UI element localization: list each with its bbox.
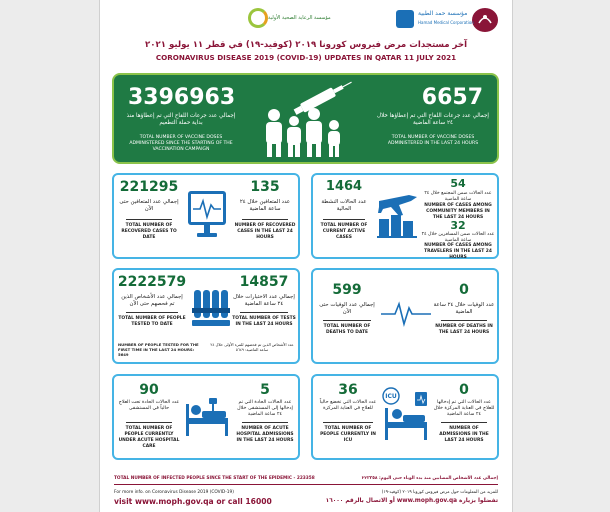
community-cases-label: NUMBER OF CASES AMONG COMMUNITY MEMBERS IN THE LAST 24 HOURS [424, 203, 492, 220]
icu-current-value: 36 [338, 382, 358, 398]
hmc-logo-text-ar: مؤسسة حمد الطبية [418, 10, 468, 17]
hospital-admissions-label-ar: عدد الحالات الحادة التي تم إدخالها إلى المستشفى خلال ٢٤ ساعة الماضية [237, 400, 293, 417]
total-vaccine-doses-value: 3396963 [128, 85, 236, 110]
daily-recovered-value: 135 [250, 179, 280, 195]
contact-link-ar[interactable]: تفضلوا بزيارة www.moph.gov.qa أو الاتصال بالرقم ١٦٠٠٠ [325, 498, 498, 504]
divider [126, 422, 172, 423]
total-tested-label-ar: إجمالي عدد الأشخاص الذين تم فحصهم حتى الآن [121, 294, 183, 307]
footer [100, 462, 512, 512]
infographic-page [99, 0, 513, 512]
page-title-ar: آخر مستجدات مرض فيروس كورونا ٢٠١٩ (كوفيد-١٩) في قطر ١١ يوليو ٢٠٢١ [144, 40, 468, 50]
icu-admissions-label-ar: عدد الحالات التي تم إدخالها للعلاج في العناية المركزة خلال ٢٤ ساعة الماضية [433, 400, 495, 417]
page-title: CORONAVIRUS DISEASE 2019 (COVID-19) UPDATES IN QATAR 11 JULY 2021 [155, 53, 457, 62]
total-recovered-label-ar: إجمالي عدد المتعافين حتى الآن [119, 199, 179, 212]
total-deaths-value: 599 [332, 282, 362, 298]
total-vaccine-doses-label: TOTAL NUMBER OF VACCINE DOSES ADMINISTERED SINCE THE STARTING OF THE VACCINATION CAMPAIGN [129, 135, 233, 152]
total-infected-label-ar: إجمالي عدد الأشخاص المصابين منذ بدء الوباء حتى اليوم: ٢٢٣٣٥٨ [361, 476, 498, 481]
first-time-tested-label: NUMBER OF PEOPLE TESTED FOR THE FIRST TIME IN THE LAST 24 HOURS: 5649 [118, 342, 199, 357]
total-vaccine-doses-label-ar: إجمالي عدد جرعات اللقاح التي تم إعطاؤها منذ بداية حملة التطعيم [126, 113, 236, 126]
recovered-card [112, 173, 300, 259]
divider [126, 219, 172, 220]
header [100, 0, 512, 70]
active-cases-label-ar: عدد الحالات النشطة الحالية [321, 199, 367, 212]
divider [240, 312, 288, 313]
tests-card [112, 268, 300, 364]
divider [242, 422, 288, 423]
vaccination-panel [112, 73, 499, 164]
active-cases-card [311, 173, 499, 259]
footer-divider [114, 484, 498, 485]
total-deaths-label-ar: إجمالي عدد الوفيات حتى الآن [319, 302, 375, 315]
active-cases-label: TOTAL NUMBER OF CURRENT ACTIVE CASES [320, 223, 368, 240]
icu-bed-icon [381, 386, 431, 442]
divider [323, 219, 365, 220]
divider [323, 320, 371, 321]
moph-logo-icon [472, 8, 498, 32]
lab-tubes-icon [192, 286, 230, 330]
hospital-current-label-ar: عدد الحالات الحادة تحت العلاج حالياً في المستشفى [118, 400, 180, 411]
divider [441, 320, 487, 321]
hospital-admissions-label: NUMBER OF ACUTE HOSPITAL ADMISSIONS IN THE LAST 24 HOURS [236, 426, 294, 443]
more-info-label: For more info. on Coronavirus Disease 2019 (COVID-19) [114, 490, 234, 495]
hospital-admissions-value: 5 [260, 382, 270, 398]
icu-card [311, 374, 499, 460]
daily-deaths-label: NUMBER OF DEATHS IN THE LAST 24 HOURS [435, 324, 493, 335]
daily-tests-label-ar: إجمالي عدد الاختبارات خلال ٢٤ ساعة الماضية [233, 294, 295, 307]
heart-monitor-icon [184, 189, 230, 241]
hospital-bed-icon [182, 396, 232, 440]
daily-vaccine-doses-label: TOTAL NUMBER OF VACCINE DOSES ADMINISTERED IN THE LAST 24 HOURS [387, 135, 479, 146]
icu-current-label: TOTAL NUMBER OF PEOPLE CURRENTLY IN ICU [320, 426, 376, 443]
first-time-tested-label-ar: عدد الأشخاص الذين تم فحصهم للمرة الأولى خلال ٢٤ ساعة الماضية: ٥٦٤٩ [210, 342, 294, 352]
daily-tests-label: TOTAL NUMBER OF TESTS IN THE LAST 24 HOURS [232, 316, 296, 327]
community-cases-value: 54 [450, 177, 466, 190]
hospital-care-card [112, 374, 300, 460]
daily-deaths-value: 0 [459, 282, 469, 298]
daily-tests-value: 14857 [239, 274, 289, 290]
community-cases-label-ar: عدد الحالات ضمن المجتمع خلال ٢٤ ساعة الماضية [424, 191, 492, 202]
vaccine-family-icon [252, 81, 362, 159]
divider [323, 422, 373, 423]
divider [441, 422, 487, 423]
daily-deaths-label-ar: عدد الوفيات خلال ٢٤ ساعة الماضية [433, 302, 495, 315]
total-deaths-label: TOTAL NUMBER OF DEATHS TO DATE [323, 324, 371, 335]
divider [242, 219, 288, 220]
travelers-cases-label-ar: عدد الحالات ضمن المسافرين خلال ٢٤ ساعة الماضية [421, 232, 495, 243]
deaths-card [311, 268, 499, 364]
active-cases-value: 1464 [325, 179, 363, 194]
daily-vaccine-doses-label-ar: إجمالي عدد جرعات اللقاح التي تم إعطاؤها خلال ٢٤ ساعة الماضية [377, 113, 489, 126]
phcc-logo-text: مؤسسة الرعاية الصحية الأولية [268, 15, 331, 21]
icu-admissions-value: 0 [459, 382, 469, 398]
divider [126, 312, 178, 313]
icu-current-label-ar: عدد الحالات التي تخضع حالياً للعلاج في العناية المركزة [319, 400, 377, 411]
hmc-logo-text-en: Hamad Medical Corporation [418, 20, 474, 25]
daily-recovered-label: NUMBER OF RECOVERED CASES IN THE LAST 24 HOURS [234, 223, 296, 240]
icu-admissions-label: NUMBER OF ADMISSIONS IN THE LAST 24 HOURS [439, 426, 489, 443]
travelers-cases-label: NUMBER OF CASES AMONG TRAVELERS IN THE LAST 24 HOURS [424, 243, 492, 260]
contact-link[interactable]: visit www.moph.gov.qa or call 16000 [114, 497, 272, 506]
total-infected-label: TOTAL NUMBER OF INFECTED PEOPLE SINCE THE START OF THE EPIDEMIC - 223358 [114, 476, 315, 481]
airplane-icon [373, 185, 421, 241]
total-recovered-label: TOTAL NUMBER OF RECOVERED CASES TO DATE [121, 223, 177, 240]
travelers-cases-value: 32 [450, 219, 466, 232]
hospital-current-label: TOTAL NUMBER OF PEOPLE CURRENTLY UNDER ACUTE HOSPITAL CARE [118, 426, 180, 449]
total-tested-value: 2222579 [117, 274, 187, 290]
total-tested-label: TOTAL NUMBER OF PEOPLE TESTED TO DATE [118, 316, 186, 327]
daily-vaccine-doses-value: 6657 [421, 85, 483, 110]
ecg-line-icon [381, 300, 431, 328]
icu-sign-label: ICU [385, 393, 397, 400]
more-info-label-ar: للمزيد من المعلومات حول مرض فيروس كورونا ٢٠١٩ (كوفيد-١٩) [381, 490, 498, 495]
phcc-logo-icon [246, 8, 331, 32]
daily-recovered-label-ar: عدد المتعافين خلال ٢٤ ساعة الماضية [239, 199, 291, 212]
total-recovered-value: 221295 [119, 179, 179, 195]
hmc-logo-icon [396, 8, 474, 32]
hospital-current-value: 90 [139, 382, 159, 398]
